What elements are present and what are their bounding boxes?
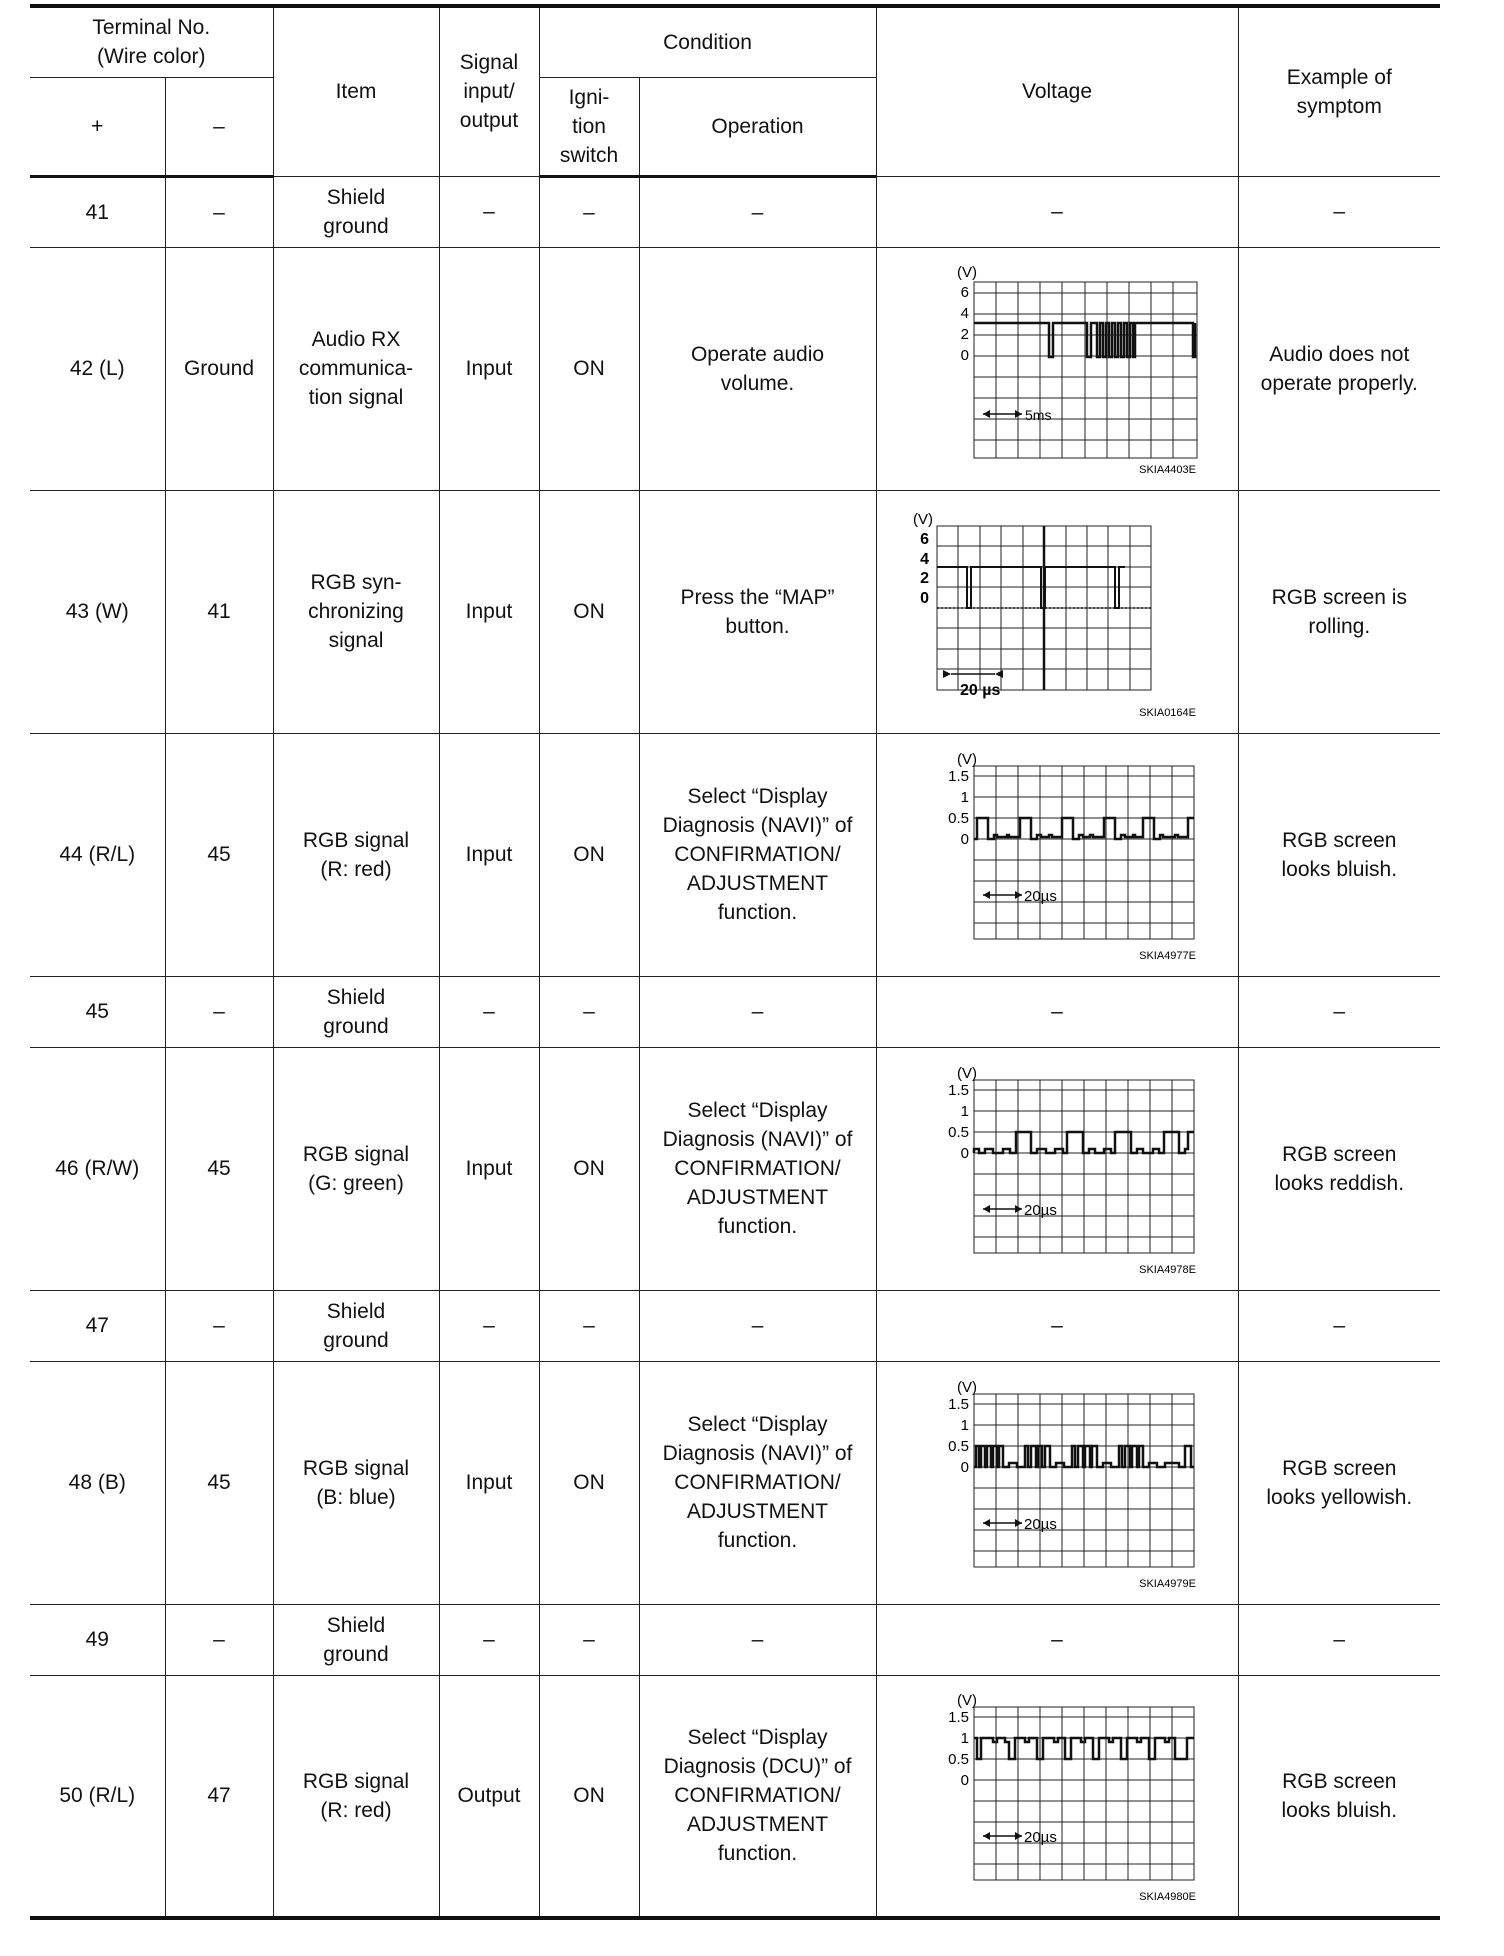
svg-text:SKIA4978E: SKIA4978E: [1139, 1263, 1197, 1276]
svg-text:4: 4: [920, 550, 930, 568]
svg-text:20µs: 20µs: [1024, 1828, 1057, 1846]
svg-text:0: 0: [960, 346, 970, 364]
table-row: 44 (R/L) 45 RGB signal (R: red) Input ON Select “Display Diagnosis (NAVI)” of CONFIRMATION/ ADJUSTMENT function. (V) 1.5 1 0.5 0 20µs SKIA4977E RGB screen looks bluish.: [30, 733, 1440, 976]
svg-text:0.5: 0.5: [948, 1750, 970, 1768]
voltage-waveform-46: [876, 1047, 1238, 1290]
voltage-waveform-48: [876, 1361, 1238, 1604]
svg-text:1: 1: [960, 1102, 970, 1120]
svg-text:SKIA4980E: SKIA4980E: [1139, 1890, 1197, 1903]
condition-header: Condition: [539, 6, 876, 77]
svg-text:0: 0: [960, 830, 970, 848]
svg-text:5ms: 5ms: [1025, 406, 1052, 423]
svg-text:1.5: 1.5: [948, 1081, 970, 1099]
svg-text:(V): (V): [957, 750, 978, 768]
table-row: 49 – Shield ground – – – – –: [30, 1604, 1440, 1675]
voltage-waveform-44: [876, 733, 1238, 976]
svg-text:1.5: 1.5: [948, 1395, 970, 1413]
voltage-header: Voltage: [876, 6, 1238, 176]
svg-text:20µs: 20µs: [1024, 1515, 1057, 1533]
svg-text:1: 1: [960, 1729, 970, 1747]
svg-text:(V): (V): [957, 1691, 978, 1709]
svg-text:(V): (V): [957, 1378, 978, 1396]
ignition-header: Igni- tion switch: [539, 77, 639, 176]
table-row: 48 (B) 45 RGB signal (B: blue) Input ON Select “Display Diagnosis (NAVI)” of CONFIRMATION/ ADJUSTMENT function. (V) 1.5 1 0.5 0 20µs SKIA4979E RGB screen looks yellowish.: [30, 1361, 1440, 1604]
table-row: 47 – Shield ground – – – – –: [30, 1290, 1440, 1361]
svg-text:1: 1: [960, 1416, 970, 1434]
svg-text:20µs: 20µs: [1024, 1201, 1057, 1219]
svg-text:0: 0: [960, 1771, 970, 1789]
svg-text:0: 0: [960, 1458, 970, 1476]
voltage-waveform-43: [876, 490, 1238, 733]
svg-text:4: 4: [960, 304, 970, 322]
terminal-table: [30, 4, 1440, 1920]
plus-header: +: [30, 77, 165, 176]
svg-text:0.5: 0.5: [948, 1123, 970, 1141]
operation-header: Operation: [639, 77, 876, 176]
svg-text:SKIA4403E: SKIA4403E: [1139, 463, 1197, 476]
svg-text:SKIA0164E: SKIA0164E: [1139, 706, 1197, 719]
svg-text:(V): (V): [957, 263, 978, 281]
svg-text:2: 2: [960, 325, 970, 343]
svg-text:0.5: 0.5: [948, 1437, 970, 1455]
table-row: 41 – Shield ground – – – – –: [30, 176, 1440, 247]
svg-text:0: 0: [960, 1144, 970, 1162]
svg-text:6: 6: [920, 530, 930, 548]
voltage-waveform-42: [876, 247, 1238, 490]
svg-text:2: 2: [920, 569, 930, 587]
svg-text:1.5: 1.5: [948, 767, 970, 785]
svg-text:0.5: 0.5: [948, 809, 970, 827]
svg-text:20µs: 20µs: [1024, 887, 1057, 905]
table-row: 43 (W) 41 RGB syn- chronizing signal Input ON Press the “MAP” button. (V) 6 4 2 0 20 µs SKIA0164E RGB screen is rolling.: [30, 490, 1440, 733]
symptom-header: Example of symptom: [1238, 6, 1440, 176]
svg-text:1.5: 1.5: [948, 1708, 970, 1726]
table-row: 42 (L) Ground Audio RX communica- tion signal Input ON Operate audio volume. (V) 6 4 2 0 5ms SKIA4403E Audio does not operate properly.: [30, 247, 1440, 490]
svg-text:(V): (V): [913, 510, 934, 528]
voltage-waveform-50: [876, 1675, 1238, 1918]
table-row: 46 (R/W) 45 RGB signal (G: green) Input ON Select “Display Diagnosis (NAVI)” of CONFIRMATION/ ADJUSTMENT function. (V) 1.5 1 0.5 0 20µs SKIA4978E RGB screen looks reddish.: [30, 1047, 1440, 1290]
svg-text:0: 0: [920, 589, 930, 607]
svg-text:SKIA4977E: SKIA4977E: [1139, 949, 1197, 962]
signal-io-header: Signal input/ output: [439, 6, 539, 176]
svg-text:SKIA4979E: SKIA4979E: [1139, 1577, 1197, 1590]
table-row: 45 – Shield ground – – – – –: [30, 976, 1440, 1047]
terminal-no-header: Terminal No. (Wire color): [30, 6, 273, 77]
svg-text:6: 6: [960, 283, 970, 301]
svg-text:20 µs: 20 µs: [960, 681, 1001, 699]
svg-text:1: 1: [960, 788, 970, 806]
table-row: 50 (R/L) 47 RGB signal (R: red) Output ON Select “Display Diagnosis (DCU)” of CONFIRMATION/ ADJUSTMENT function. (V) 1.5 1 0.5 0 20µs SKIA4980E RGB screen looks bluish.: [30, 1675, 1440, 1918]
svg-text:(V): (V): [957, 1064, 978, 1082]
minus-header: –: [165, 77, 273, 176]
item-header: Item: [273, 6, 439, 176]
